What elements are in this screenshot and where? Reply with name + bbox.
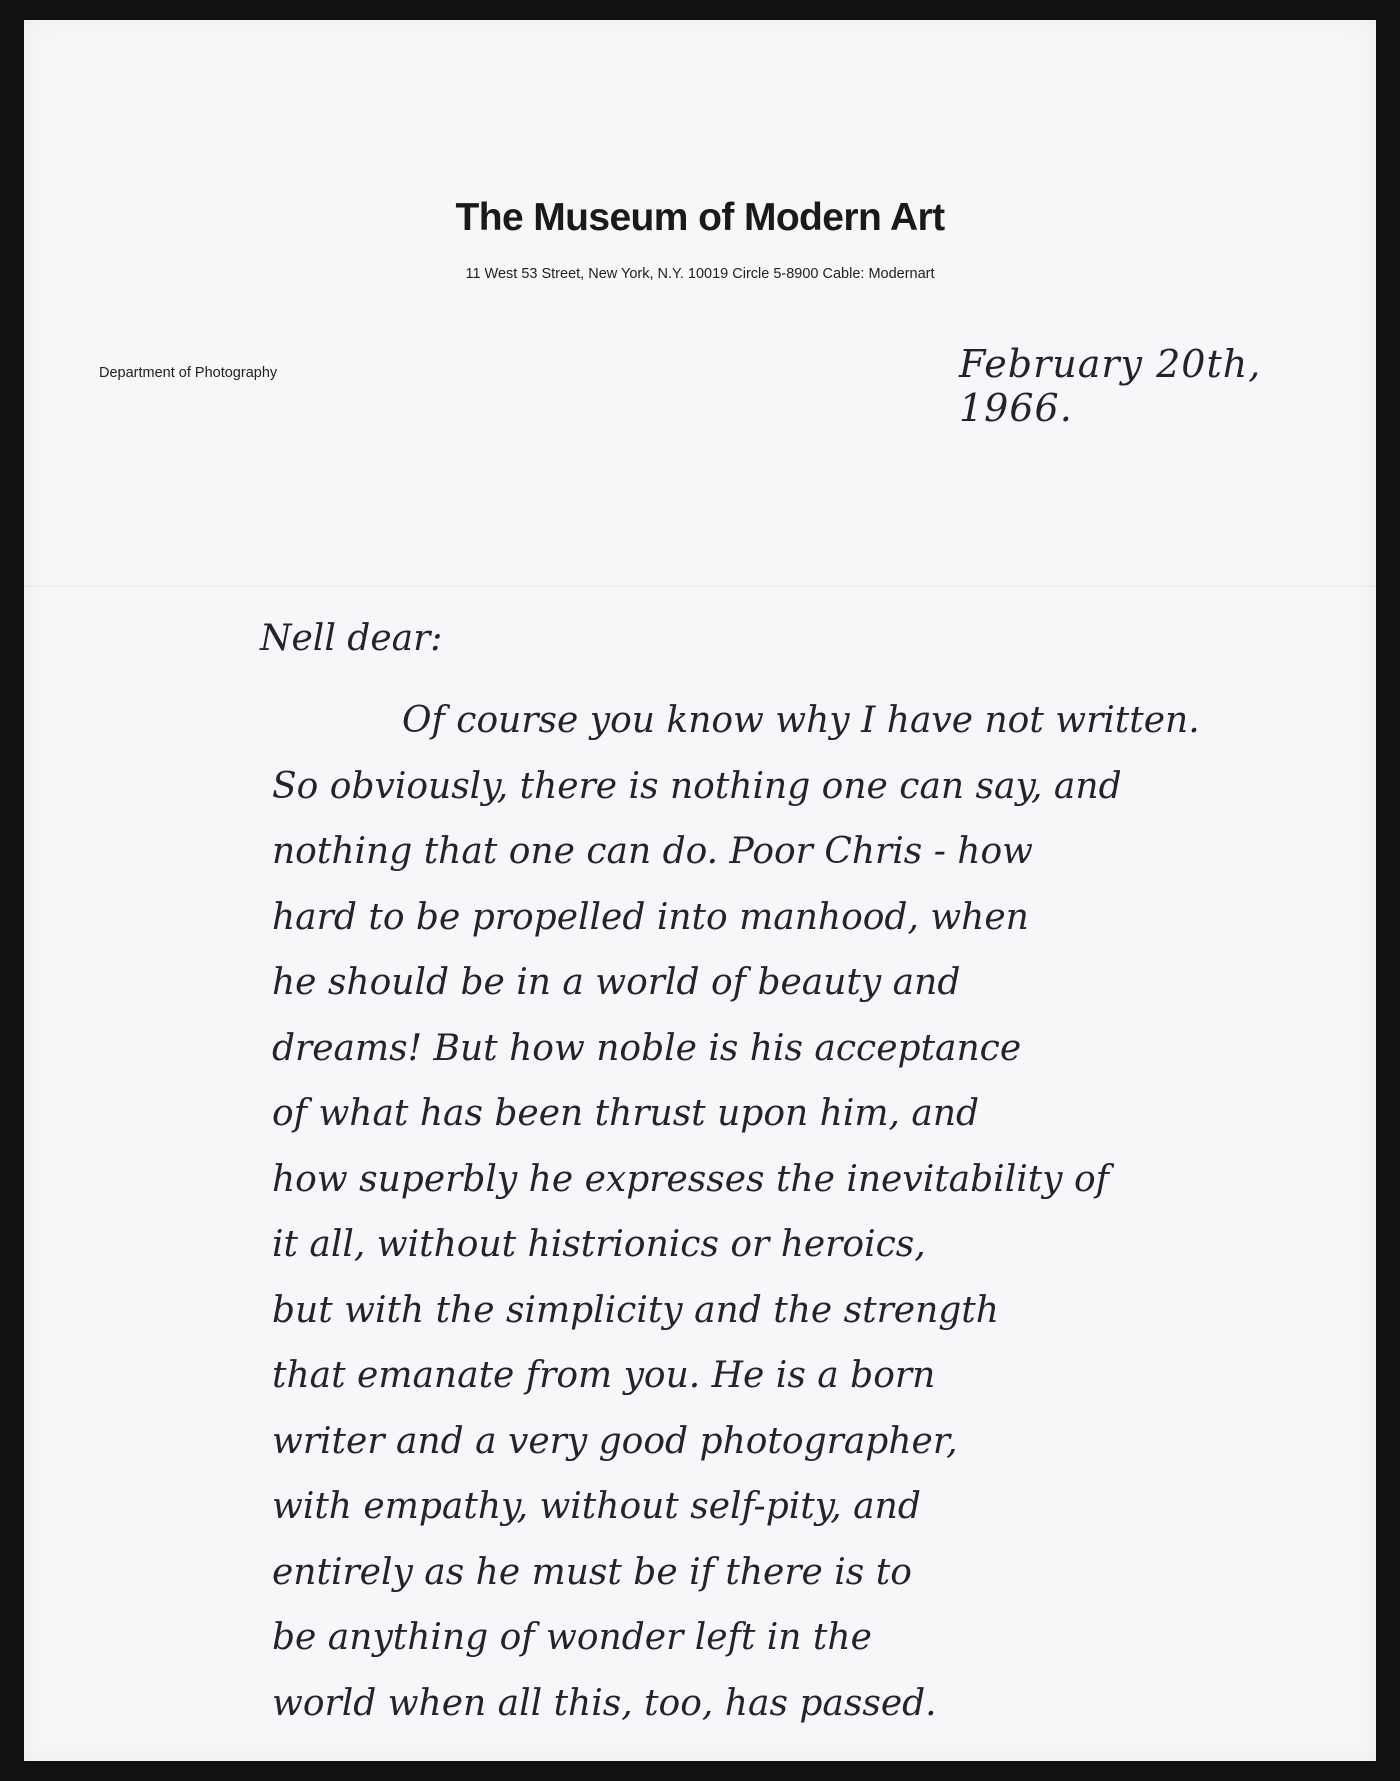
letter-salutation: Nell dear:: [260, 618, 443, 659]
letter-line: So obviously, there is nothing one can say, and: [272, 765, 1122, 807]
department-name: Department of Photography: [99, 365, 278, 381]
letter-line: hard to be propelled into manhood, when: [272, 896, 1029, 938]
letter-line: Of course you know why I have not written.: [402, 700, 1200, 741]
letter-line: nothing that one can do. Poor Chris - how: [272, 831, 1033, 872]
letter-line: how superbly he expresses the inevitability of: [272, 1158, 1109, 1200]
letter-line: but with the simplicity and the strength: [272, 1289, 999, 1331]
letter-line: it all, without histrionics or heroics,: [272, 1224, 926, 1265]
letter-line: he should be in a world of beauty and: [272, 962, 961, 1003]
paper-fold-line: [24, 585, 1376, 587]
letter-page: [24, 20, 1376, 1761]
letter-line: entirely as he must be if there is to: [272, 1551, 912, 1593]
letter-line: that emanate from you. He is a born: [272, 1355, 936, 1396]
letter-line: of what has been thrust upon him, and: [272, 1093, 980, 1134]
letterhead-title: The Museum of Modern Art: [455, 196, 945, 239]
letter-body: [272, 688, 1332, 1736]
letter-line: writer and a very good photographer,: [272, 1420, 958, 1462]
letter-line: with empathy, without self-pity, and: [272, 1486, 921, 1527]
letter-date: February 20th, 1966.: [959, 342, 1262, 430]
letter-line: dreams! But how noble is his acceptance: [272, 1027, 1022, 1069]
letter-line: be anything of wonder left in the: [272, 1617, 872, 1658]
letter-line: world when all this, too, has passed.: [272, 1682, 937, 1724]
letterhead-address: 11 West 53 Street, New York, N.Y. 10019 Circle 5-8900 Cable: Modernart: [465, 266, 935, 282]
